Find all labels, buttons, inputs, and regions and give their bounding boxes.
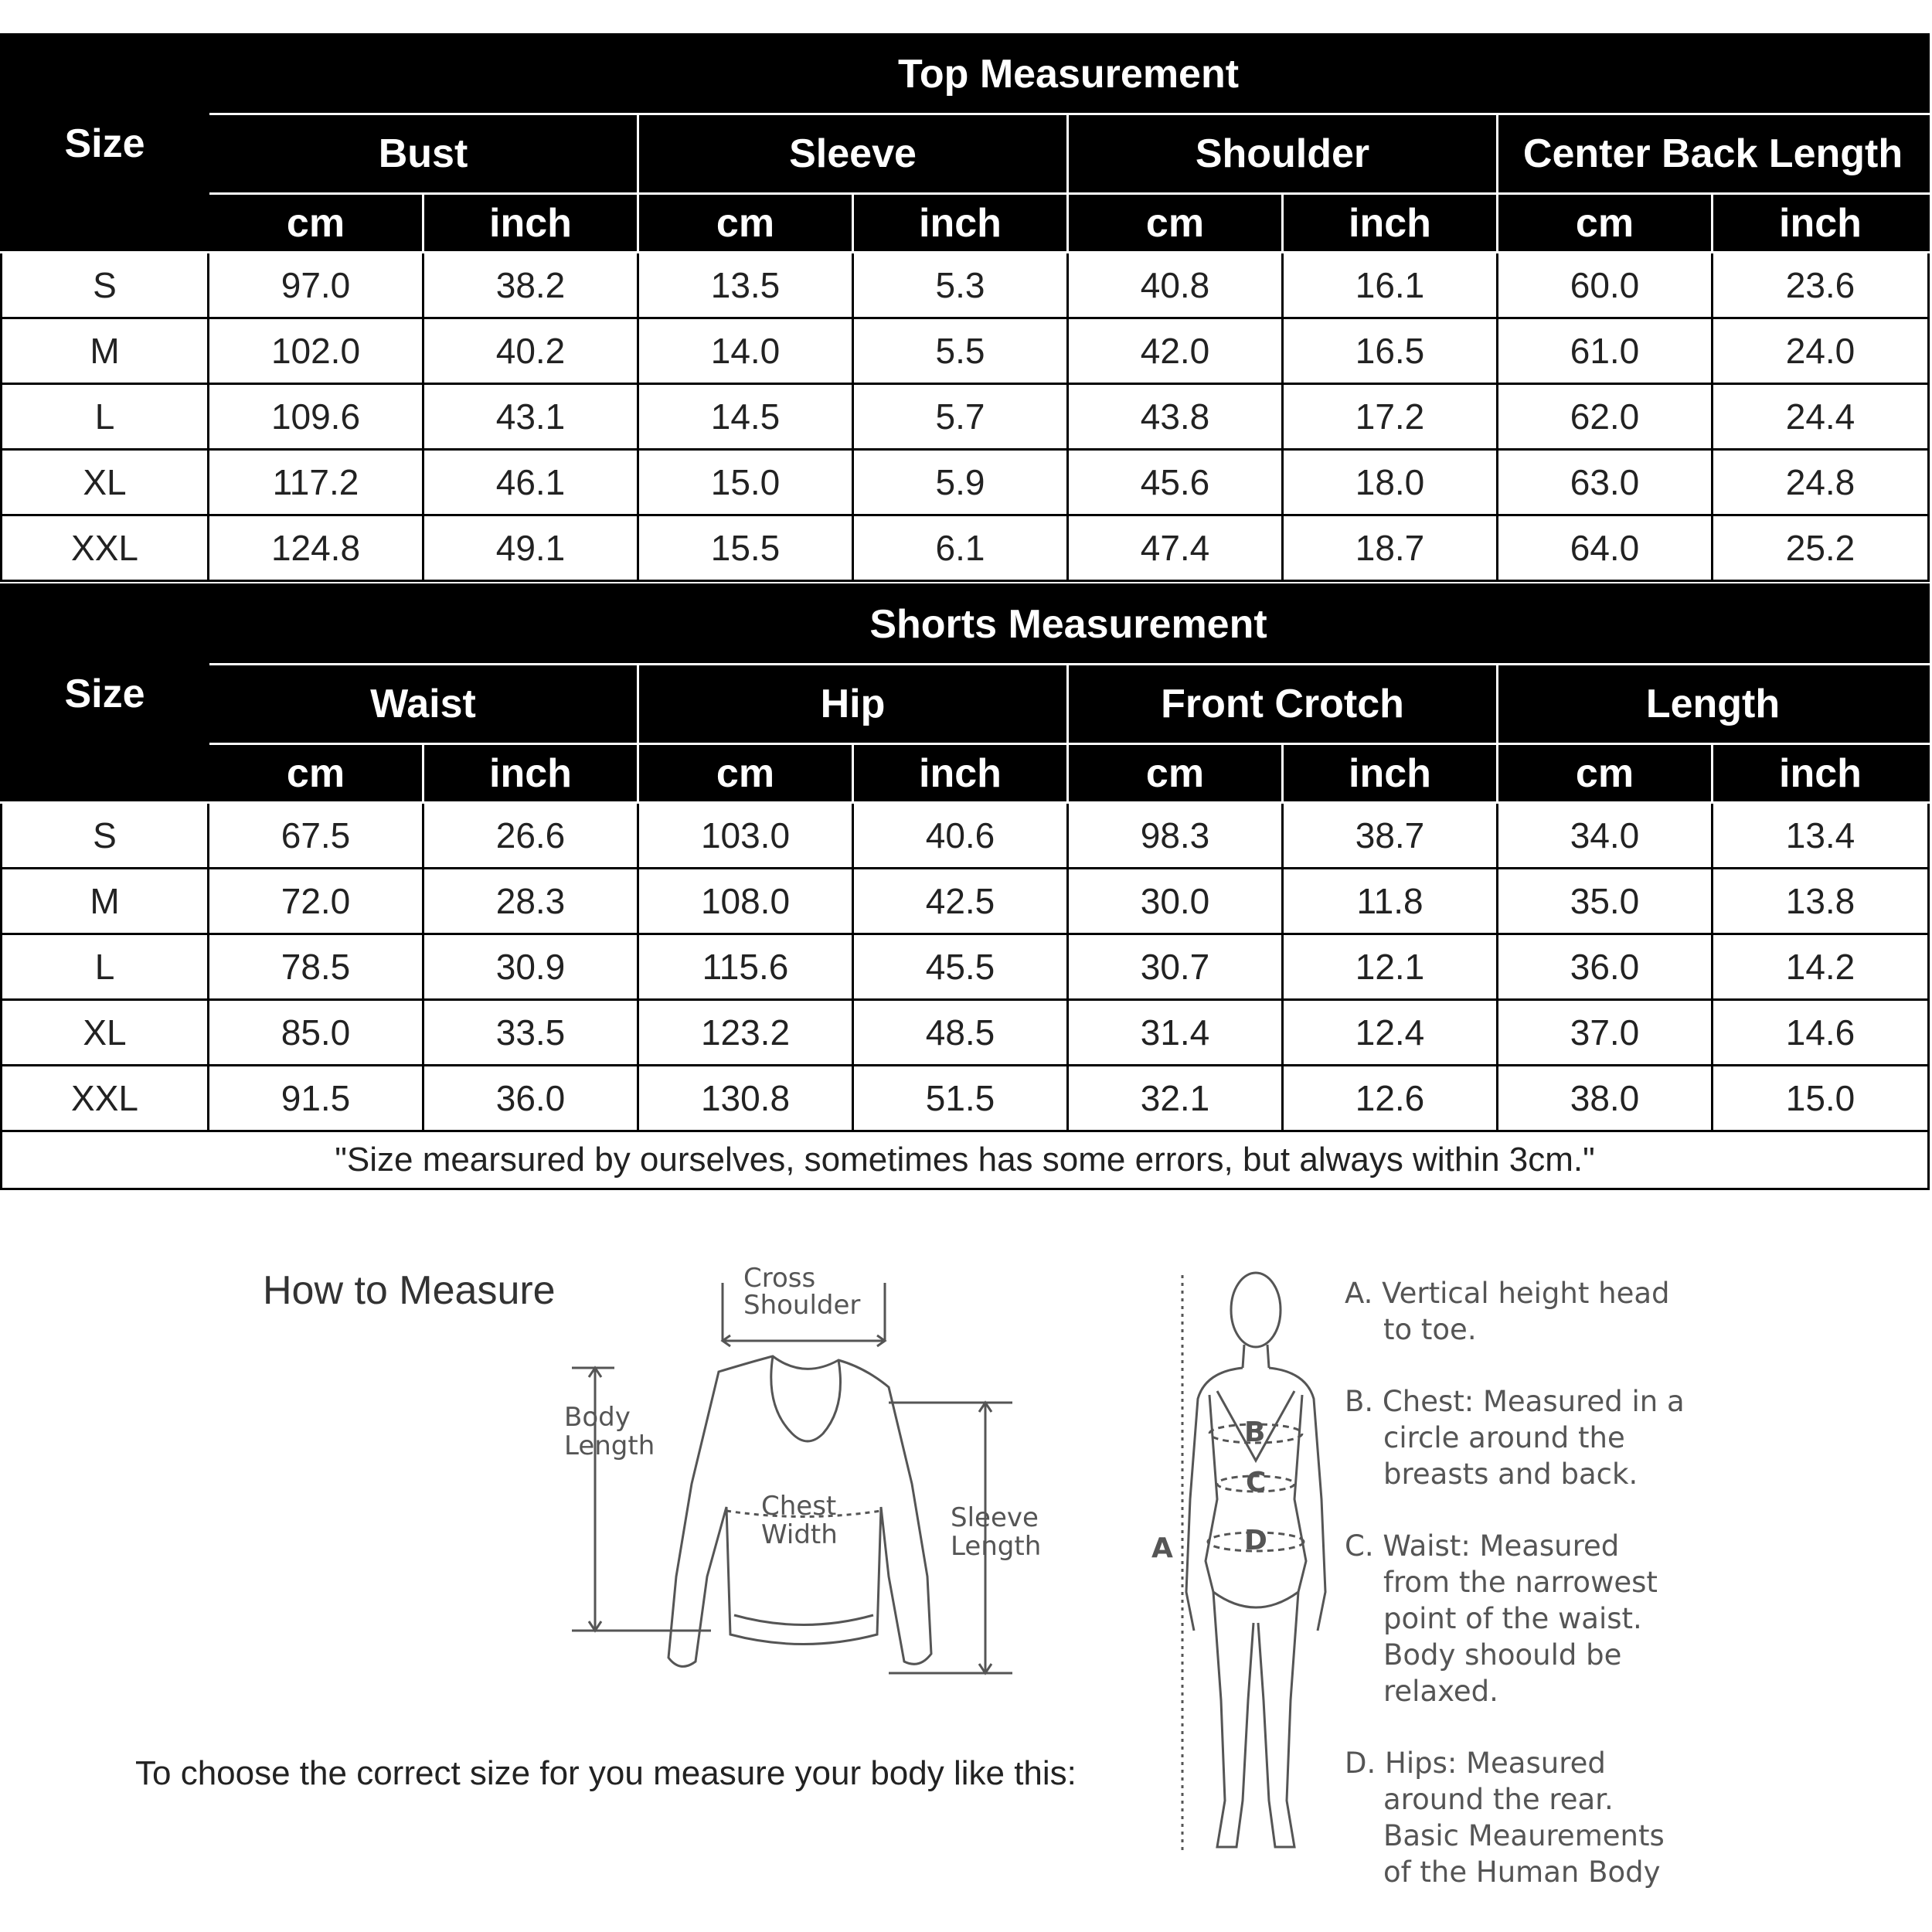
unit-header-row [2, 194, 1929, 253]
list-item [1345, 1275, 1777, 1348]
size-cell: XXL [2, 1066, 209, 1131]
chest-width-label: Width [761, 1519, 838, 1550]
size-cell: M [2, 318, 209, 384]
value-cell: 13.8 [1713, 869, 1929, 934]
group-header: Sleeve [638, 114, 1068, 194]
guide-text: from the narrowest [1383, 1566, 1658, 1599]
body-measure-illustration [1151, 1267, 1337, 1870]
group-header: Waist [209, 665, 638, 744]
unit-header: cm [1498, 744, 1713, 803]
value-cell: 17.2 [1283, 384, 1498, 450]
size-cell: L [2, 384, 209, 450]
value-cell: 15.0 [638, 450, 853, 515]
value-cell: 26.6 [423, 803, 638, 869]
guide-text: around the rear. [1383, 1783, 1614, 1816]
group-header: Bust [209, 114, 638, 194]
table-row [2, 318, 1929, 384]
value-cell: 38.0 [1498, 1066, 1713, 1131]
body-label: C [1246, 1467, 1267, 1498]
value-cell: 16.1 [1283, 253, 1498, 318]
value-cell: 35.0 [1498, 869, 1713, 934]
value-cell: 62.0 [1498, 384, 1713, 450]
value-cell: 60.0 [1498, 253, 1713, 318]
top-measurement-table [0, 33, 1930, 582]
value-cell: 5.3 [853, 253, 1068, 318]
value-cell: 15.0 [1713, 1066, 1929, 1131]
group-header: Shoulder [1068, 114, 1498, 194]
size-cell: M [2, 869, 209, 934]
body-label: A [1151, 1532, 1173, 1564]
value-cell: 43.1 [423, 384, 638, 450]
size-cell: S [2, 803, 209, 869]
value-cell: 33.5 [423, 1000, 638, 1066]
body-length-label: Length [564, 1430, 655, 1461]
value-cell: 51.5 [853, 1066, 1068, 1131]
list-item [1345, 1528, 1777, 1709]
value-cell: 14.6 [1713, 1000, 1929, 1066]
table-note: "Size mearsured by ourselves, sometimes has some errors, but always within 3cm." [2, 1131, 1929, 1189]
value-cell: 14.5 [638, 384, 853, 450]
value-cell: 78.5 [209, 934, 423, 1000]
cross-shoulder-label: Cross [743, 1263, 816, 1294]
shorts-measurement-table [0, 583, 1930, 1190]
value-cell: 5.7 [853, 384, 1068, 450]
guide-text: A. Vertical height head [1345, 1277, 1670, 1310]
value-cell: 45.5 [853, 934, 1068, 1000]
body-label: B [1244, 1417, 1266, 1448]
value-cell: 14.2 [1713, 934, 1929, 1000]
sleeve-length-label: Length [951, 1531, 1042, 1562]
guide-text: circle around the [1383, 1421, 1625, 1454]
value-cell: 124.8 [209, 515, 423, 581]
guide-text: Body shoould be [1383, 1638, 1622, 1672]
size-cell: XL [2, 450, 209, 515]
value-cell: 40.6 [853, 803, 1068, 869]
chest-width-label: Chest [761, 1491, 837, 1522]
guide-text: breasts and back. [1383, 1458, 1638, 1491]
value-cell: 23.6 [1713, 253, 1929, 318]
value-cell: 63.0 [1498, 450, 1713, 515]
value-cell: 67.5 [209, 803, 423, 869]
value-cell: 14.0 [638, 318, 853, 384]
value-cell: 28.3 [423, 869, 638, 934]
value-cell: 108.0 [638, 869, 853, 934]
table-row [2, 803, 1929, 869]
value-cell: 46.1 [423, 450, 638, 515]
guide-text: point of the waist. [1383, 1602, 1642, 1635]
list-item [1345, 1383, 1777, 1492]
size-cell: XL [2, 1000, 209, 1066]
value-cell: 91.5 [209, 1066, 423, 1131]
value-cell: 13.5 [638, 253, 853, 318]
value-cell: 32.1 [1068, 1066, 1283, 1131]
value-cell: 38.2 [423, 253, 638, 318]
table-row [2, 450, 1929, 515]
value-cell: 40.2 [423, 318, 638, 384]
value-cell: 42.0 [1068, 318, 1283, 384]
group-header-row [2, 665, 1929, 744]
sweater-measure-illustration [541, 1252, 1066, 1685]
value-cell: 24.8 [1713, 450, 1929, 515]
value-cell: 115.6 [638, 934, 853, 1000]
instruction-text: To choose the correct size for you measure your body like this: [135, 1754, 1077, 1792]
list-item [1345, 1745, 1777, 1890]
unit-header: cm [209, 744, 423, 803]
group-header-row [2, 114, 1929, 194]
unit-header: cm [1068, 744, 1283, 803]
unit-header: inch [1713, 194, 1929, 253]
value-cell: 109.6 [209, 384, 423, 450]
size-header: Size [2, 35, 209, 253]
value-cell: 6.1 [853, 515, 1068, 581]
table-row [2, 515, 1929, 581]
group-header: Hip [638, 665, 1068, 744]
table-title: Shorts Measurement [209, 585, 1929, 665]
measurement-guide-list [1345, 1275, 1777, 1926]
value-cell: 34.0 [1498, 803, 1713, 869]
group-header: Length [1498, 665, 1929, 744]
unit-header: inch [1283, 194, 1498, 253]
unit-header: cm [1068, 194, 1283, 253]
guide-text: C. Waist: Measured [1345, 1529, 1620, 1563]
value-cell: 98.3 [1068, 803, 1283, 869]
size-cell: L [2, 934, 209, 1000]
value-cell: 15.5 [638, 515, 853, 581]
head-outline [1231, 1273, 1281, 1347]
table-row [2, 869, 1929, 934]
group-header: Center Back Length [1498, 114, 1929, 194]
value-cell: 40.8 [1068, 253, 1283, 318]
guide-text: Basic Meaurements [1383, 1819, 1665, 1852]
value-cell: 42.5 [853, 869, 1068, 934]
unit-header: cm [1498, 194, 1713, 253]
value-cell: 45.6 [1068, 450, 1283, 515]
unit-header: cm [638, 194, 853, 253]
value-cell: 24.4 [1713, 384, 1929, 450]
unit-header: cm [209, 194, 423, 253]
value-cell: 24.0 [1713, 318, 1929, 384]
unit-header: inch [423, 744, 638, 803]
unit-header-row [2, 744, 1929, 803]
table-title: Top Measurement [209, 35, 1929, 114]
value-cell: 102.0 [209, 318, 423, 384]
value-cell: 37.0 [1498, 1000, 1713, 1066]
how-to-measure-title: How to Measure [263, 1268, 556, 1313]
guide-text: B. Chest: Measured in a [1345, 1385, 1685, 1418]
size-cell: XXL [2, 515, 209, 581]
value-cell: 18.0 [1283, 450, 1498, 515]
value-cell: 12.6 [1283, 1066, 1498, 1131]
value-cell: 13.4 [1713, 803, 1929, 869]
body-length-label: Body [564, 1402, 631, 1433]
value-cell: 38.7 [1283, 803, 1498, 869]
value-cell: 25.2 [1713, 515, 1929, 581]
body-label: D [1244, 1525, 1267, 1556]
value-cell: 18.7 [1283, 515, 1498, 581]
value-cell: 49.1 [423, 515, 638, 581]
value-cell: 36.0 [423, 1066, 638, 1131]
sleeve-length-label: Sleeve [951, 1502, 1039, 1533]
value-cell: 61.0 [1498, 318, 1713, 384]
value-cell: 64.0 [1498, 515, 1713, 581]
guide-text: relaxed. [1383, 1675, 1498, 1708]
unit-header: cm [638, 744, 853, 803]
value-cell: 72.0 [209, 869, 423, 934]
value-cell: 48.5 [853, 1000, 1068, 1066]
unit-header: inch [423, 194, 638, 253]
value-cell: 12.1 [1283, 934, 1498, 1000]
value-cell: 5.9 [853, 450, 1068, 515]
value-cell: 97.0 [209, 253, 423, 318]
value-cell: 85.0 [209, 1000, 423, 1066]
value-cell: 5.5 [853, 318, 1068, 384]
guide-text: of the Human Body [1383, 1855, 1661, 1889]
value-cell: 130.8 [638, 1066, 853, 1131]
group-header: Front Crotch [1068, 665, 1498, 744]
value-cell: 47.4 [1068, 515, 1283, 581]
value-cell: 30.9 [423, 934, 638, 1000]
table-row [2, 934, 1929, 1000]
size-cell: S [2, 253, 209, 318]
value-cell: 30.0 [1068, 869, 1283, 934]
value-cell: 30.7 [1068, 934, 1283, 1000]
guide-text: D. Hips: Measured [1345, 1747, 1606, 1780]
value-cell: 36.0 [1498, 934, 1713, 1000]
value-cell: 123.2 [638, 1000, 853, 1066]
value-cell: 11.8 [1283, 869, 1498, 934]
table-row [2, 253, 1929, 318]
value-cell: 43.8 [1068, 384, 1283, 450]
guide-text: to toe. [1383, 1313, 1477, 1346]
unit-header: inch [853, 194, 1068, 253]
value-cell: 117.2 [209, 450, 423, 515]
value-cell: 103.0 [638, 803, 853, 869]
value-cell: 31.4 [1068, 1000, 1283, 1066]
size-header: Size [2, 585, 209, 803]
table-row [2, 384, 1929, 450]
unit-header: inch [1283, 744, 1498, 803]
unit-header: inch [853, 744, 1068, 803]
table-row [2, 1000, 1929, 1066]
table-row [2, 1066, 1929, 1131]
value-cell: 16.5 [1283, 318, 1498, 384]
unit-header: inch [1713, 744, 1929, 803]
cross-shoulder-label: Shoulder [743, 1290, 861, 1321]
value-cell: 12.4 [1283, 1000, 1498, 1066]
